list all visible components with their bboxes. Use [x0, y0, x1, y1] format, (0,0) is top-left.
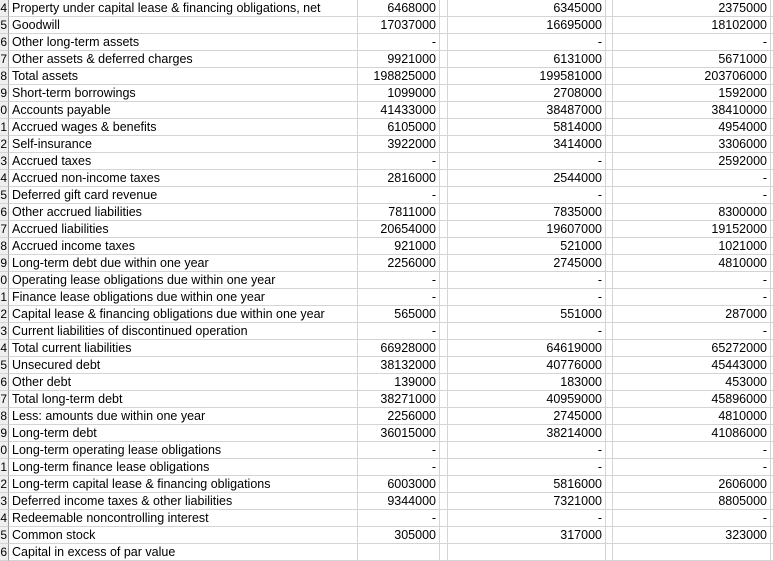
value-cell-col1[interactable]: 6468000 [358, 0, 440, 17]
empty-cell[interactable] [606, 136, 613, 153]
value-cell-col2[interactable]: 551000 [448, 306, 606, 323]
sheet-row [0, 255, 773, 272]
row-number[interactable]: 4 [0, 341, 7, 355]
value-cell-col3[interactable]: 45896000 [613, 391, 771, 408]
value-cell-col1[interactable]: - [358, 272, 440, 289]
empty-cell[interactable] [606, 391, 613, 408]
empty-cell[interactable] [440, 204, 448, 221]
sheet-row [0, 221, 773, 238]
sheet-row [0, 493, 773, 510]
empty-cell[interactable] [440, 476, 448, 493]
empty-cell[interactable] [606, 357, 613, 374]
sheet-row [0, 85, 773, 102]
empty-cell[interactable] [440, 187, 448, 204]
label-cell[interactable]: Total long-term debt [9, 391, 358, 408]
value-cell-col3[interactable]: 1592000 [613, 85, 771, 102]
empty-cell[interactable] [440, 255, 448, 272]
row-number[interactable]: 5 [0, 18, 7, 32]
row-number[interactable]: 6 [0, 545, 7, 559]
sheet-row [0, 119, 773, 136]
row-number[interactable]: 6 [0, 375, 7, 389]
sheet-row [0, 51, 773, 68]
row-number[interactable]: 9 [0, 256, 7, 270]
label-cell[interactable]: Accrued taxes [9, 153, 358, 170]
value-cell-col3[interactable]: - [613, 34, 771, 51]
value-cell-col1[interactable]: 66928000 [358, 340, 440, 357]
sheet-row [0, 238, 773, 255]
row-number[interactable]: 5 [0, 358, 7, 372]
empty-cell[interactable] [606, 459, 613, 476]
value-cell-col2[interactable]: 38214000 [448, 425, 606, 442]
value-cell-col1[interactable]: 2816000 [358, 170, 440, 187]
empty-cell[interactable] [440, 510, 448, 527]
row-number[interactable]: 0 [0, 273, 7, 287]
empty-cell[interactable] [606, 306, 613, 323]
label-cell[interactable]: Operating lease obligations due within one year [9, 272, 358, 289]
empty-cell[interactable] [440, 544, 448, 561]
label-cell[interactable]: Other assets & deferred charges [9, 51, 358, 68]
value-cell-col3[interactable]: 8805000 [613, 493, 771, 510]
empty-cell[interactable] [606, 340, 613, 357]
empty-cell[interactable] [606, 476, 613, 493]
sheet-row [0, 544, 773, 561]
sheet-row [0, 442, 773, 459]
value-cell-col1[interactable]: 305000 [358, 527, 440, 544]
empty-cell[interactable] [606, 153, 613, 170]
value-cell-col1[interactable]: 17037000 [358, 17, 440, 34]
row-number[interactable]: 3 [0, 494, 7, 508]
value-cell-col1[interactable]: - [358, 289, 440, 306]
value-cell-col1[interactable]: 38271000 [358, 391, 440, 408]
value-cell-col2[interactable]: 2708000 [448, 85, 606, 102]
value-cell-col3[interactable]: 1021000 [613, 238, 771, 255]
row-number[interactable]: 8 [0, 69, 7, 83]
value-cell-col3[interactable]: - [613, 289, 771, 306]
value-cell-col2[interactable]: 3414000 [448, 136, 606, 153]
value-cell-col3[interactable]: 3306000 [613, 136, 771, 153]
empty-cell[interactable] [440, 306, 448, 323]
value-cell-col2[interactable]: 521000 [448, 238, 606, 255]
value-cell-col3[interactable]: 8300000 [613, 204, 771, 221]
sheet-row [0, 323, 773, 340]
value-cell-col1[interactable]: - [358, 510, 440, 527]
value-cell-col1[interactable]: 41433000 [358, 102, 440, 119]
empty-cell[interactable] [606, 0, 613, 17]
value-cell-col3[interactable]: - [613, 170, 771, 187]
value-cell-col1[interactable]: 36015000 [358, 425, 440, 442]
sheet-row [0, 425, 773, 442]
value-cell-col2[interactable]: 2544000 [448, 170, 606, 187]
empty-cell[interactable] [606, 255, 613, 272]
row-number[interactable]: 4 [0, 1, 7, 15]
row-number[interactable]: 6 [0, 205, 7, 219]
value-cell-col2[interactable]: - [448, 153, 606, 170]
empty-cell[interactable] [440, 408, 448, 425]
label-cell[interactable]: Long-term capital lease & financing obligations [9, 476, 358, 493]
row-number[interactable]: 5 [0, 528, 7, 542]
value-cell-col1[interactable]: - [358, 323, 440, 340]
sheet-row [0, 476, 773, 493]
empty-cell[interactable] [606, 323, 613, 340]
label-cell[interactable]: Goodwill [9, 17, 358, 34]
label-cell[interactable]: Unsecured debt [9, 357, 358, 374]
value-cell-col3[interactable]: 453000 [613, 374, 771, 391]
empty-cell[interactable] [440, 136, 448, 153]
row-number[interactable]: 2 [0, 137, 7, 151]
sheet-row [0, 527, 773, 544]
empty-cell[interactable] [440, 459, 448, 476]
empty-cell[interactable] [606, 493, 613, 510]
row-number[interactable]: 1 [0, 460, 7, 474]
empty-cell[interactable] [606, 85, 613, 102]
empty-cell[interactable] [606, 51, 613, 68]
value-cell-col2[interactable]: 6345000 [448, 0, 606, 17]
value-cell-col3[interactable]: 203706000 [613, 68, 771, 85]
label-cell[interactable]: Deferred gift card revenue [9, 187, 358, 204]
value-cell-col2[interactable]: 5816000 [448, 476, 606, 493]
value-cell-col2[interactable]: 199581000 [448, 68, 606, 85]
label-cell[interactable]: Property under capital lease & financing obligations, net [9, 0, 358, 17]
sheet-row [0, 510, 773, 527]
row-number[interactable]: 8 [0, 239, 7, 253]
empty-cell[interactable] [440, 51, 448, 68]
label-cell[interactable]: Long-term operating lease obligations [9, 442, 358, 459]
value-cell-col3[interactable]: 41086000 [613, 425, 771, 442]
value-cell-col2[interactable]: 38487000 [448, 102, 606, 119]
value-cell-col2[interactable]: 2745000 [448, 408, 606, 425]
value-cell-col2[interactable]: - [448, 187, 606, 204]
row-number[interactable]: 9 [0, 426, 7, 440]
label-cell[interactable]: Finance lease obligations due within one year [9, 289, 358, 306]
label-cell[interactable]: Other debt [9, 374, 358, 391]
value-cell-col3[interactable]: - [613, 510, 771, 527]
value-cell-col1[interactable]: 3922000 [358, 136, 440, 153]
value-cell-col2[interactable]: 6131000 [448, 51, 606, 68]
value-cell-col1[interactable]: - [358, 153, 440, 170]
label-cell[interactable]: Capital in excess of par value [9, 544, 358, 561]
empty-cell[interactable] [606, 442, 613, 459]
label-cell[interactable]: Total current liabilities [9, 340, 358, 357]
value-cell-col2[interactable]: 7835000 [448, 204, 606, 221]
sheet-row [0, 0, 773, 17]
empty-cell[interactable] [606, 34, 613, 51]
value-cell-col3[interactable]: 5671000 [613, 51, 771, 68]
value-cell-col1[interactable]: - [358, 442, 440, 459]
empty-cell[interactable] [440, 221, 448, 238]
empty-cell[interactable] [440, 493, 448, 510]
row-number[interactable]: 7 [0, 52, 7, 66]
sheet-row [0, 34, 773, 51]
value-cell-col2[interactable]: 7321000 [448, 493, 606, 510]
label-cell[interactable]: Deferred income taxes & other liabilities [9, 493, 358, 510]
value-cell-col2[interactable]: 5814000 [448, 119, 606, 136]
label-cell[interactable]: Long-term debt due within one year [9, 255, 358, 272]
value-cell-col1[interactable]: 7811000 [358, 204, 440, 221]
label-cell[interactable]: Redeemable noncontrolling interest [9, 510, 358, 527]
sheet-row [0, 102, 773, 119]
label-cell[interactable]: Less: amounts due within one year [9, 408, 358, 425]
value-cell-col3[interactable]: - [613, 323, 771, 340]
value-cell-col1[interactable]: - [358, 459, 440, 476]
empty-cell[interactable] [440, 0, 448, 17]
empty-cell[interactable] [440, 340, 448, 357]
sheet-row [0, 272, 773, 289]
empty-cell[interactable] [440, 527, 448, 544]
row-number[interactable]: 8 [0, 409, 7, 423]
sheet-row [0, 306, 773, 323]
sheet-row [0, 408, 773, 425]
value-cell-col1[interactable]: 9344000 [358, 493, 440, 510]
empty-cell[interactable] [606, 289, 613, 306]
empty-cell[interactable] [606, 68, 613, 85]
label-cell[interactable]: Capital lease & financing obligations due within one year [9, 306, 358, 323]
label-cell[interactable]: Accrued liabilities [9, 221, 358, 238]
row-number[interactable]: 0 [0, 103, 7, 117]
value-cell-col1[interactable]: 2256000 [358, 255, 440, 272]
value-cell-col3[interactable]: 4810000 [613, 408, 771, 425]
row-number[interactable]: 3 [0, 324, 7, 338]
label-cell[interactable]: Accrued non-income taxes [9, 170, 358, 187]
sheet-row [0, 204, 773, 221]
row-number[interactable]: 1 [0, 120, 7, 134]
row-number[interactable]: 7 [0, 392, 7, 406]
empty-cell[interactable] [440, 153, 448, 170]
label-cell[interactable]: Accrued wages & benefits [9, 119, 358, 136]
value-cell-col3[interactable]: 4954000 [613, 119, 771, 136]
value-cell-col3[interactable]: - [613, 187, 771, 204]
empty-cell[interactable] [440, 102, 448, 119]
label-cell[interactable]: Accounts payable [9, 102, 358, 119]
label-cell[interactable]: Short-term borrowings [9, 85, 358, 102]
label-cell[interactable]: Other accrued liabilities [9, 204, 358, 221]
value-cell-col1[interactable]: 6003000 [358, 476, 440, 493]
sheet-row [0, 68, 773, 85]
label-cell[interactable]: Long-term debt [9, 425, 358, 442]
label-cell[interactable]: Accrued income taxes [9, 238, 358, 255]
value-cell-col3[interactable]: 45443000 [613, 357, 771, 374]
value-cell-col3[interactable]: - [613, 442, 771, 459]
empty-cell[interactable] [606, 17, 613, 34]
label-cell[interactable]: Self-insurance [9, 136, 358, 153]
sheet-row [0, 357, 773, 374]
empty-cell[interactable] [440, 289, 448, 306]
sheet-row [0, 17, 773, 34]
empty-cell[interactable] [440, 170, 448, 187]
label-cell[interactable]: Long-term finance lease obligations [9, 459, 358, 476]
empty-cell[interactable] [440, 391, 448, 408]
empty-cell[interactable] [440, 119, 448, 136]
value-cell-col2[interactable]: 16695000 [448, 17, 606, 34]
empty-cell[interactable] [606, 102, 613, 119]
empty-cell[interactable] [606, 510, 613, 527]
value-cell-col3[interactable]: - [613, 459, 771, 476]
empty-cell[interactable] [606, 187, 613, 204]
value-cell-col1[interactable]: - [358, 34, 440, 51]
value-cell-col2[interactable]: 183000 [448, 374, 606, 391]
empty-cell[interactable] [606, 170, 613, 187]
empty-cell[interactable] [440, 34, 448, 51]
value-cell-col1[interactable]: 38132000 [358, 357, 440, 374]
empty-cell[interactable] [606, 238, 613, 255]
value-cell-col3[interactable]: 2606000 [613, 476, 771, 493]
value-cell-col1[interactable]: 2256000 [358, 408, 440, 425]
label-cell[interactable]: Other long-term assets [9, 34, 358, 51]
value-cell-col3[interactable]: 18102000 [613, 17, 771, 34]
value-cell-col3[interactable]: 4810000 [613, 255, 771, 272]
empty-cell[interactable] [606, 119, 613, 136]
value-cell-col2[interactable]: 2745000 [448, 255, 606, 272]
row-number[interactable]: 1 [0, 290, 7, 304]
sheet-row [0, 459, 773, 476]
label-cell[interactable]: Total assets [9, 68, 358, 85]
row-number[interactable]: 0 [0, 443, 7, 457]
row-number[interactable]: 2 [0, 307, 7, 321]
value-cell-col1[interactable]: - [358, 187, 440, 204]
empty-cell[interactable] [440, 357, 448, 374]
empty-cell[interactable] [606, 374, 613, 391]
value-cell-col1[interactable]: 6105000 [358, 119, 440, 136]
value-cell-col1[interactable]: 20654000 [358, 221, 440, 238]
empty-cell[interactable] [440, 374, 448, 391]
value-cell-col2[interactable]: - [448, 459, 606, 476]
value-cell-col2[interactable]: - [448, 34, 606, 51]
value-cell-col2[interactable]: - [448, 510, 606, 527]
value-cell-col3[interactable]: 2375000 [613, 0, 771, 17]
empty-cell[interactable] [440, 68, 448, 85]
value-cell-col2[interactable] [448, 544, 606, 561]
value-cell-col2[interactable]: 19607000 [448, 221, 606, 238]
value-cell-col3[interactable]: 2592000 [613, 153, 771, 170]
empty-cell[interactable] [440, 17, 448, 34]
value-cell-col3[interactable]: 323000 [613, 527, 771, 544]
value-cell-col1[interactable]: 921000 [358, 238, 440, 255]
empty-cell[interactable] [606, 408, 613, 425]
sheet-row [0, 340, 773, 357]
row-number[interactable]: 4 [0, 171, 7, 185]
row-number[interactable]: 3 [0, 154, 7, 168]
value-cell-col2[interactable]: - [448, 289, 606, 306]
empty-cell[interactable] [606, 527, 613, 544]
row-number[interactable]: 2 [0, 477, 7, 491]
sheet-row [0, 136, 773, 153]
value-cell-col1[interactable]: 198825000 [358, 68, 440, 85]
empty-cell[interactable] [440, 238, 448, 255]
value-cell-col3[interactable]: 65272000 [613, 340, 771, 357]
sheet-row [0, 289, 773, 306]
label-cell[interactable]: Current liabilities of discontinued operation [9, 323, 358, 340]
row-number[interactable]: 9 [0, 86, 7, 100]
value-cell-col1[interactable]: 565000 [358, 306, 440, 323]
empty-cell[interactable] [606, 544, 613, 561]
value-cell-col3[interactable] [613, 544, 771, 561]
empty-cell[interactable] [440, 323, 448, 340]
value-cell-col3[interactable]: 287000 [613, 306, 771, 323]
value-cell-col2[interactable]: - [448, 323, 606, 340]
value-cell-col2[interactable]: - [448, 442, 606, 459]
sheet-row [0, 391, 773, 408]
sheet-row [0, 187, 773, 204]
value-cell-col1[interactable]: 139000 [358, 374, 440, 391]
row-number[interactable]: 5 [0, 188, 7, 202]
empty-cell[interactable] [440, 442, 448, 459]
sheet-row [0, 374, 773, 391]
empty-cell[interactable] [440, 272, 448, 289]
empty-cell[interactable] [440, 85, 448, 102]
sheet-row [0, 170, 773, 187]
row-number[interactable]: 4 [0, 511, 7, 525]
value-cell-col2[interactable]: 317000 [448, 527, 606, 544]
value-cell-col2[interactable]: 40776000 [448, 357, 606, 374]
row-number[interactable]: 6 [0, 35, 7, 49]
empty-cell[interactable] [606, 425, 613, 442]
value-cell-col2[interactable]: 40959000 [448, 391, 606, 408]
value-cell-col1[interactable]: 1099000 [358, 85, 440, 102]
sheet-row [0, 153, 773, 170]
label-cell[interactable]: Common stock [9, 527, 358, 544]
value-cell-col1[interactable] [358, 544, 440, 561]
empty-cell[interactable] [440, 425, 448, 442]
empty-cell[interactable] [606, 272, 613, 289]
value-cell-col3[interactable]: - [613, 272, 771, 289]
value-cell-col2[interactable]: 64619000 [448, 340, 606, 357]
empty-cell[interactable] [606, 204, 613, 221]
value-cell-col3[interactable]: 19152000 [613, 221, 771, 238]
row-number[interactable]: 7 [0, 222, 7, 236]
empty-cell[interactable] [606, 221, 613, 238]
value-cell-col1[interactable]: 9921000 [358, 51, 440, 68]
value-cell-col2[interactable]: - [448, 272, 606, 289]
value-cell-col3[interactable]: 38410000 [613, 102, 771, 119]
